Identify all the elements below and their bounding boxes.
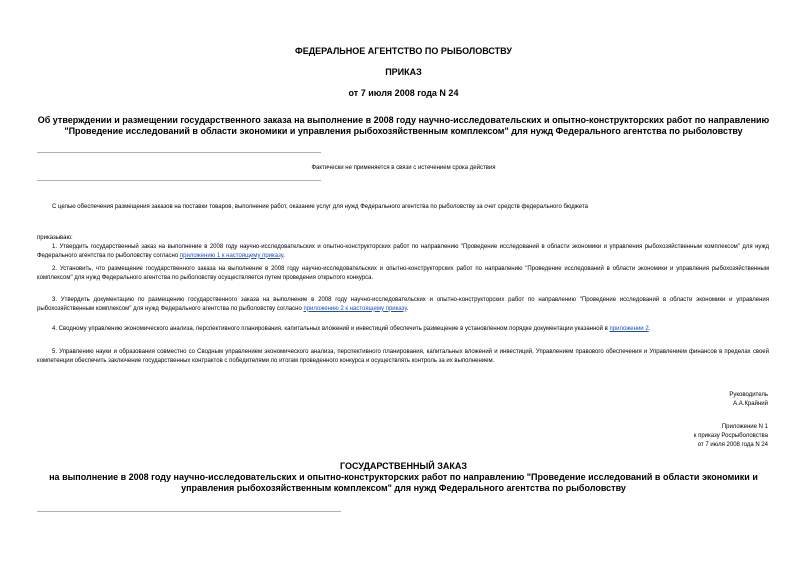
- divider-top: [37, 152, 321, 153]
- doc-title-line-1: Об утверждении и размещении государственного заказа на выполнение в 2008 году научно-исследовательских и опытно-конструкторских работ по направлению: [37, 115, 770, 125]
- order-word: приказываю:: [37, 235, 73, 241]
- item-1-end: .: [283, 252, 285, 259]
- gov-order-title: ГОСУДАРСТВЕННЫЙ ЗАКАЗ: [339, 461, 468, 471]
- item-3: [37, 296, 769, 313]
- appendix-line-3: от 7 июля 2008 года N 24: [697, 442, 768, 448]
- item-4: [37, 325, 769, 334]
- appendix-2-ref-link[interactable]: приложении 2: [609, 326, 649, 332]
- item-5: 5. Управлению науки и образования совместно со Сводным управлением экономического анализа, перспективного планирования, капитальных вложений и инвестиций, Управлением правового обеспечения и Управлением финансов в пределах своей компетенции обеспечить заключение государственных контрактов с победителями по итогам проведенного конкурса и осуществлять контроль за их выполнением.: [37, 349, 769, 364]
- item-2: 2. Установить, что размещение государственного заказа на выполнение в 2008 году научно-исследовательских и опытно-конструкторских работ по направлению "Проведение исследований в области экономики и управления рыбохозяйственным комплексом" для нужд Федерального агентства по рыболовству осуществляется путем проведения открытого конкурса.: [37, 266, 769, 281]
- item-1: [37, 243, 769, 260]
- item-4-text: 4. Сводному управлению экономического анализа, перспективного планирования, капитальных вложений и инвестиций обеспечить размещение в установленном порядке документации указанной в: [52, 326, 610, 332]
- item-1-text: 1. Утвердить государственный заказ на выполнение в 2008 году научно-исследовательских и опытно-конструкторских работ по направлению "Проведение исследований в области экономики и управления рыбохозяйственным комплексом" для нужд Федерального агентства по рыболовству согласно: [37, 244, 769, 259]
- gov-order-line-1: на выполнение в 2008 году научно-исследовательских и опытно-конструкторских работ по направлению "Проведение исследований в области экономики и: [49, 472, 758, 482]
- status-note: Фактически не применяется в связи с истечением срока действия: [311, 165, 496, 171]
- divider-status: [37, 180, 321, 181]
- preamble: С целью обеспечения размещения заказов на поставки товаров, выполнение работ, оказание услуг для нужд Федерального агентства по рыболовству за счет средств федерального бюджета: [52, 204, 588, 210]
- doc-title-line-2: "Проведение исследований в области экономики и управления рыбохозяйственным комплексом" для нужд Федерального агентства по рыболовству: [64, 126, 743, 136]
- appendix-line-2: к приказу Росрыболовства: [693, 433, 768, 439]
- doc-type: ПРИКАЗ: [385, 67, 422, 77]
- gov-order-line-2: управления рыбохозяйственным комплексом" для нужд Федерального агентства по рыболовству: [181, 483, 626, 493]
- doc-title: [20, 115, 787, 137]
- gov-order-subtitle: [20, 472, 787, 494]
- item-4-end: .: [648, 326, 651, 332]
- signature-position: Руководитель: [729, 392, 768, 398]
- appendix-2-link[interactable]: приложению 2 к настоящему приказу: [303, 305, 407, 312]
- signature-name: А.А.Крайний: [733, 401, 768, 407]
- item-3-end: .: [406, 305, 409, 312]
- doc-date-number: от 7 июля 2008 года N 24: [348, 88, 459, 98]
- agency-name: ФЕДЕРАЛЬНОЕ АГЕНТСТВО ПО РЫБОЛОВСТВУ: [295, 46, 512, 56]
- appendix-1-link[interactable]: приложению 1 к настоящему приказу: [179, 252, 284, 259]
- divider-bottom: [37, 511, 341, 512]
- item-3-text: 3. Утвердить документацию по размещению государственного заказа на выполнение в 2008 году научно-исследовательских и опытно-конструкторских работ по направлению "Проведение исследований в области экономики и управления рыбохозяйственным комплексом" для нужд Федерального агентства по рыболовству согласно: [37, 297, 769, 312]
- appendix-line-1: Приложение N 1: [721, 424, 768, 430]
